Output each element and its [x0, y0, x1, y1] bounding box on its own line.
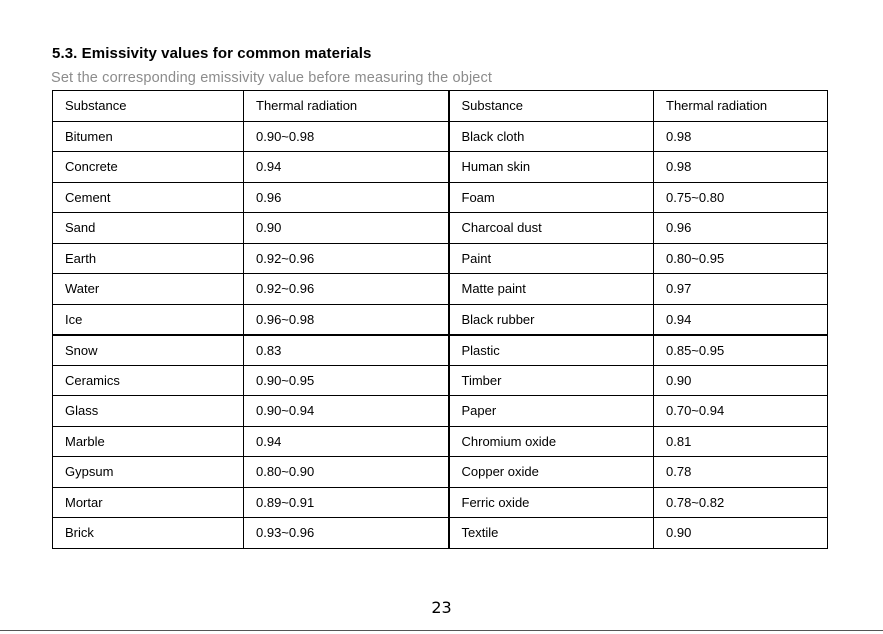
- substance-cell: Mortar: [53, 487, 244, 518]
- emissivity-cell: 0.96~0.98: [244, 304, 449, 335]
- table-header-row: [53, 91, 828, 122]
- table-row: [53, 304, 828, 335]
- substance-cell: Timber: [449, 365, 654, 396]
- table-row: [53, 365, 828, 396]
- emissivity-cell: 0.90~0.98: [244, 121, 449, 152]
- emissivity-cell: 0.94: [654, 304, 828, 335]
- emissivity-cell: 0.83: [244, 335, 449, 366]
- emissivity-cell: 0.94: [244, 426, 449, 457]
- emissivity-cell: 0.90: [654, 518, 828, 549]
- emissivity-cell: 0.96: [244, 182, 449, 213]
- emissivity-cell: 0.90~0.95: [244, 365, 449, 396]
- section-title: 5.3. Emissivity values for common materials: [52, 45, 372, 62]
- substance-cell: Snow: [53, 335, 244, 366]
- emissivity-cell: 0.96: [654, 213, 828, 244]
- substance-cell: Glass: [53, 396, 244, 427]
- substance-cell: Black cloth: [449, 121, 654, 152]
- substance-cell: Sand: [53, 213, 244, 244]
- emissivity-cell: 0.90~0.94: [244, 396, 449, 427]
- emissivity-cell: 0.98: [654, 121, 828, 152]
- substance-cell: Charcoal dust: [449, 213, 654, 244]
- emissivity-cell: 0.94: [244, 152, 449, 183]
- substance-cell: Human skin: [449, 152, 654, 183]
- page-number: 23: [431, 598, 452, 617]
- table-row: [53, 518, 828, 549]
- emissivity-cell: 0.89~0.91: [244, 487, 449, 518]
- substance-cell: Matte paint: [449, 274, 654, 305]
- table-header-cell: Thermal radiation: [244, 91, 449, 122]
- emissivity-cell: 0.78~0.82: [654, 487, 828, 518]
- substance-cell: Textile: [449, 518, 654, 549]
- substance-cell: Copper oxide: [449, 457, 654, 488]
- table-row: [53, 274, 828, 305]
- substance-cell: Paint: [449, 243, 654, 274]
- table-row: [53, 457, 828, 488]
- table-header-cell: Substance: [449, 91, 654, 122]
- table-row: [53, 152, 828, 183]
- footer-divider: [0, 630, 883, 631]
- table-header-cell: Thermal radiation: [654, 91, 828, 122]
- table-row: [53, 426, 828, 457]
- table-row: [53, 335, 828, 366]
- emissivity-table: [52, 90, 828, 549]
- substance-cell: Ceramics: [53, 365, 244, 396]
- substance-cell: Foam: [449, 182, 654, 213]
- emissivity-cell: 0.81: [654, 426, 828, 457]
- emissivity-cell: 0.78: [654, 457, 828, 488]
- emissivity-cell: 0.93~0.96: [244, 518, 449, 549]
- substance-cell: Plastic: [449, 335, 654, 366]
- substance-cell: Concrete: [53, 152, 244, 183]
- section-subtitle: Set the corresponding emissivity value before measuring the object: [51, 70, 493, 86]
- substance-cell: Gypsum: [53, 457, 244, 488]
- emissivity-cell: 0.90: [654, 365, 828, 396]
- emissivity-cell: 0.98: [654, 152, 828, 183]
- table-row: [53, 243, 828, 274]
- substance-cell: Cement: [53, 182, 244, 213]
- substance-cell: Earth: [53, 243, 244, 274]
- table-header-cell: Substance: [53, 91, 244, 122]
- substance-cell: Paper: [449, 396, 654, 427]
- emissivity-cell: 0.70~0.94: [654, 396, 828, 427]
- emissivity-cell: 0.75~0.80: [654, 182, 828, 213]
- substance-cell: Water: [53, 274, 244, 305]
- emissivity-cell: 0.97: [654, 274, 828, 305]
- substance-cell: Brick: [53, 518, 244, 549]
- emissivity-cell: 0.90: [244, 213, 449, 244]
- substance-cell: Ice: [53, 304, 244, 335]
- substance-cell: Marble: [53, 426, 244, 457]
- table-row: [53, 121, 828, 152]
- table-row: [53, 487, 828, 518]
- substance-cell: Bitumen: [53, 121, 244, 152]
- emissivity-cell: 0.80~0.95: [654, 243, 828, 274]
- substance-cell: Chromium oxide: [449, 426, 654, 457]
- emissivity-cell: 0.92~0.96: [244, 243, 449, 274]
- table-row: [53, 213, 828, 244]
- emissivity-cell: 0.80~0.90: [244, 457, 449, 488]
- table-row: [53, 182, 828, 213]
- substance-cell: Black rubber: [449, 304, 654, 335]
- emissivity-cell: 0.85~0.95: [654, 335, 828, 366]
- substance-cell: Ferric oxide: [449, 487, 654, 518]
- table-row: [53, 396, 828, 427]
- emissivity-cell: 0.92~0.96: [244, 274, 449, 305]
